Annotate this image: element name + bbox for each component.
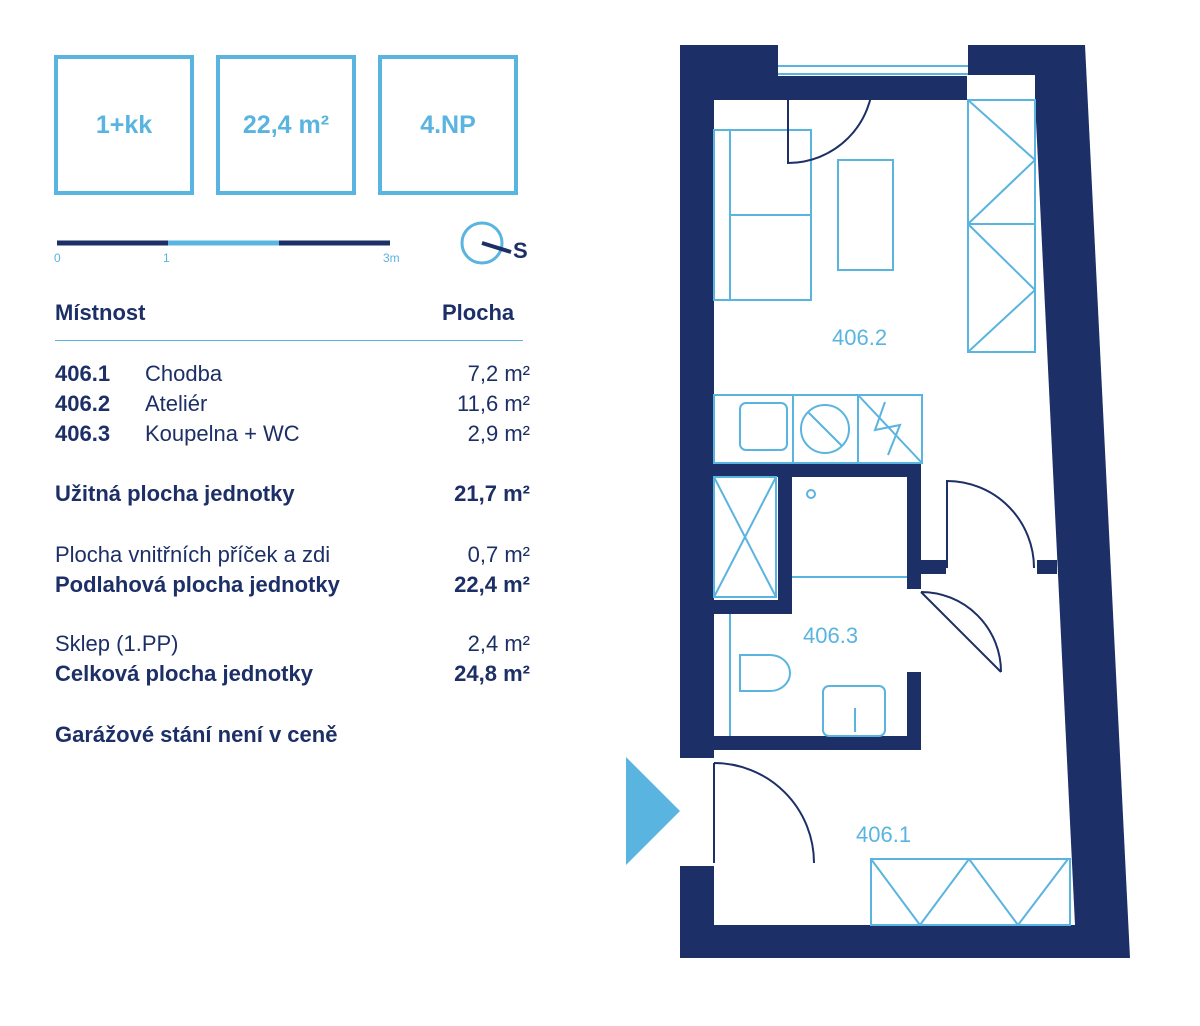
room-name: Koupelna + WC bbox=[145, 421, 300, 446]
room-label-406-1: 406.1 bbox=[856, 822, 912, 847]
room-area: 11,6 m² bbox=[457, 391, 530, 416]
walls-area-label: Plocha vnitřních příček a zdi bbox=[55, 542, 331, 567]
room-label-406-3: 406.3 bbox=[803, 623, 859, 648]
entrance-opening bbox=[680, 758, 714, 866]
total-area-value: 24,8 m² bbox=[454, 661, 530, 686]
room-area: 7,2 m² bbox=[467, 361, 530, 386]
room-area: 2,9 m² bbox=[467, 421, 530, 446]
scale-label-1: 1 bbox=[163, 251, 170, 265]
scale-label-0: 0 bbox=[54, 251, 61, 265]
interior-space bbox=[714, 45, 1075, 925]
cellar-area-label: Sklep (1.PP) bbox=[55, 631, 179, 656]
total-area-label: Celková plocha jednotky bbox=[55, 661, 313, 686]
room-header: Místnost bbox=[55, 300, 146, 325]
walls-area-value: 0,7 m² bbox=[467, 542, 530, 567]
room-name: Chodba bbox=[145, 361, 223, 386]
cellar-area-value: 2,4 m² bbox=[467, 631, 530, 656]
room-name: Ateliér bbox=[145, 391, 208, 416]
layout-value: 1+kk bbox=[95, 110, 153, 139]
scale-label-3: 3m bbox=[383, 251, 400, 265]
compass-icon bbox=[462, 223, 511, 263]
entrance-arrow-icon bbox=[626, 757, 680, 865]
parking-note: Garážové stání není v ceně bbox=[55, 722, 338, 747]
room-label-406-2: 406.2 bbox=[832, 325, 888, 350]
room-code: 406.3 bbox=[55, 421, 111, 446]
area-header: Plocha bbox=[442, 300, 515, 325]
north-label: S bbox=[513, 238, 528, 263]
room-code: 406.1 bbox=[55, 361, 111, 386]
floor-area-label: Podlahová plocha jednotky bbox=[55, 572, 340, 597]
floor-value: 4.NP bbox=[420, 110, 476, 139]
floor-area-value: 22,4 m² bbox=[454, 572, 530, 597]
area-value: 22,4 m² bbox=[242, 110, 330, 139]
usable-area-value: 21,7 m² bbox=[454, 481, 530, 506]
room-code: 406.2 bbox=[55, 391, 111, 416]
usable-area-label: Užitná plocha jednotky bbox=[55, 481, 295, 506]
